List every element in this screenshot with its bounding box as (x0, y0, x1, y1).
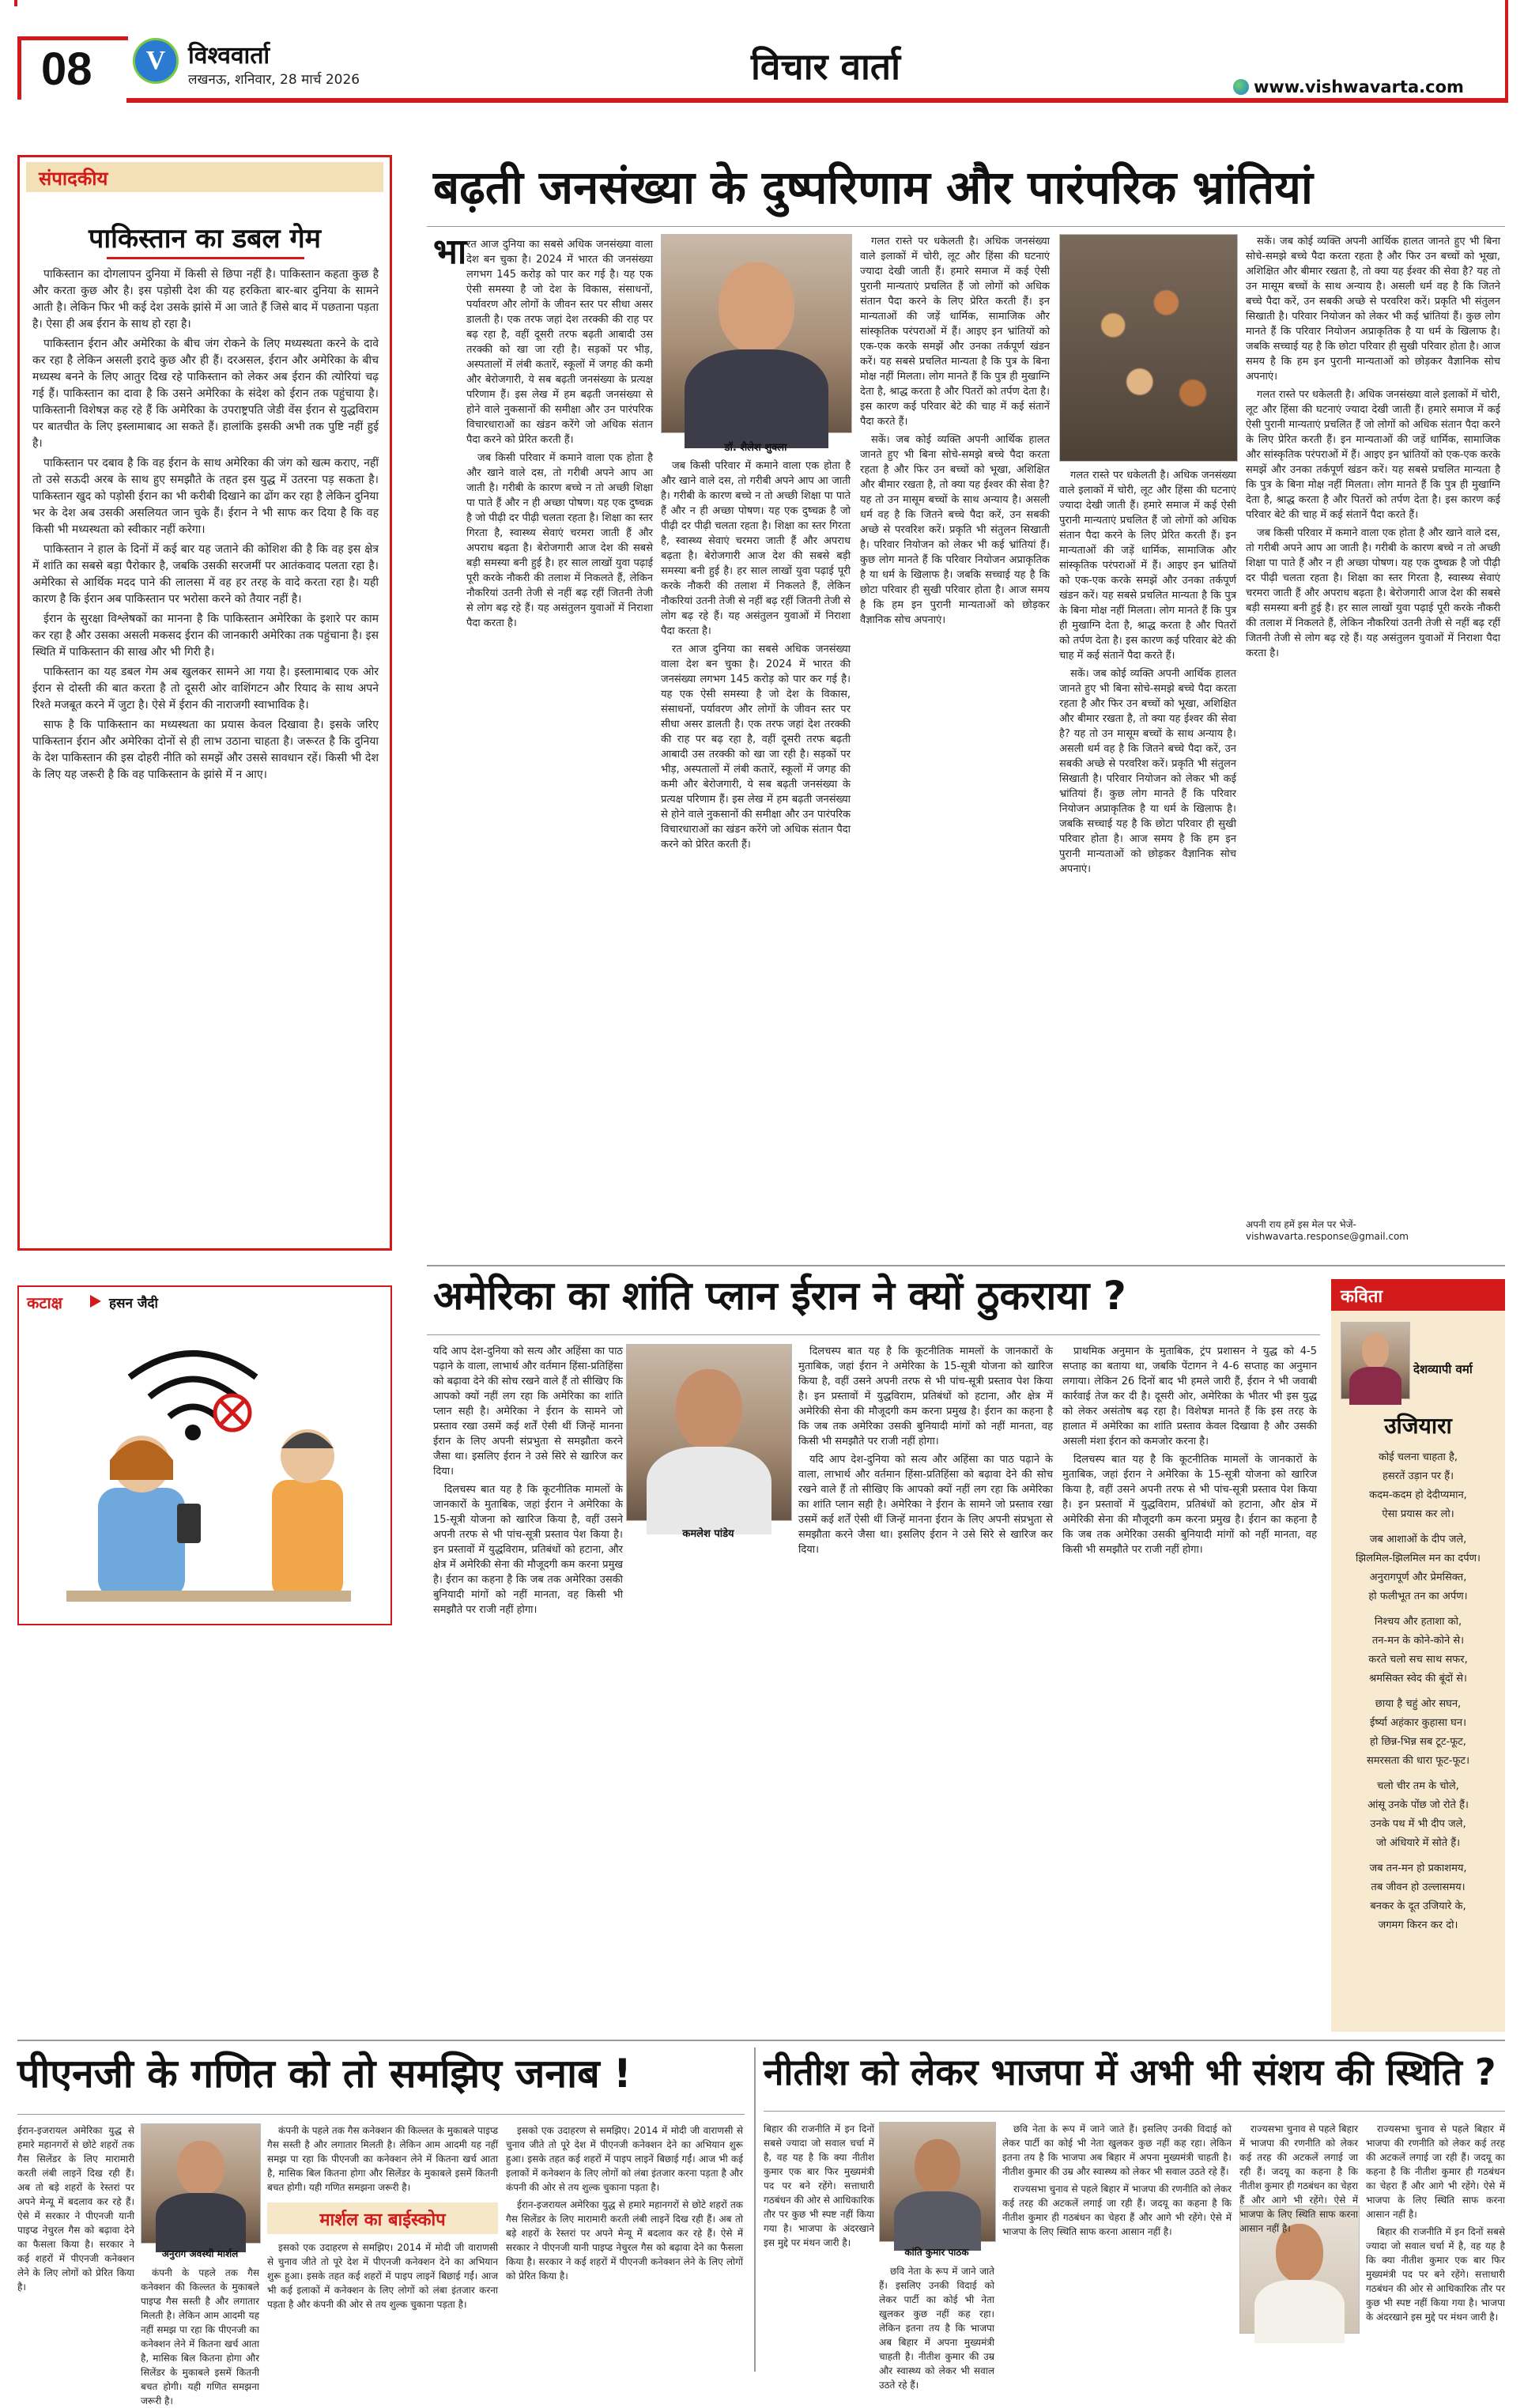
poem-line: आंसू उनके पोंछ जो रोते हैं। (1367, 1799, 1469, 1811)
editorial-title: पाकिस्तान का डबल गेम (89, 223, 321, 255)
nitish-divider (764, 2111, 1505, 2112)
png-paragraph: ईरान-इजरायल अमेरिका युद्ध से हमारे महानगरों से छोटे शहरों तक गैस सिलेंडर के लिए मारामारी करती लंबी लाइनें दिख रही हैं। अब तो बड़े शहरों के रेस्तरां पर अपने मेन्यू में बदलाव कर रहे हैं। ऐसे में सरकार ने पीएनजी यानी पाइप्ड नेचुरल गैस को बढ़ावा देने का फैसला किया है। सरकार ने कई शहरों में पीएनजी कनेक्शन लेने के लिए लोगों को प्रेरित किया है। (506, 2199, 743, 2282)
america-paragraph: दिलचस्प बात यह है कि कूटनीतिक मामलों के जानकारों के मुताबिक, जहां ईरान ने अमेरिका के 15-सूत्री योजना को खारिज किया है, वहीं उसने अपनी तरफ से भी पांच-सूत्री प्रस्ताव पेश किया है। इन प्रस्तावों में युद्धविराम, प्रतिबंधों को हटाना, और क्षेत्र में अमेरिकी सेना की मौजूदगी कम करना प्रमुख है। ईरान का कहना है कि जब तक अमेरिका उसकी बुनियादी मांगों को नहीं मानता, वह किसी भी समझौते पर राजी नहीं होगा। (433, 1484, 623, 1616)
crowd-photo (1059, 234, 1238, 462)
nitish-paragraph: छवि नेता के रूप में जाने जाते हैं। इसलिए उनकी विदाई को लेकर पार्टी का कोई भी नेता खुलकर कुछ नहीं कह रहा। लेकिन इतना तय है कि भाजपा अब बिहार में अपना मुख्यमंत्री चाहती है। नीतीश कुमार की उम्र और स्वास्थ्य को लेकर भी सवाल उठते रहे हैं। (879, 2266, 994, 2391)
nitish-paragraph: बिहार की राजनीति में इन दिनों सबसे ज्यादा जो सवाल चर्चा में है, वह यह है कि क्या नीतीश कुमार एक बार फिर मुख्यमंत्री पद पर बने रहेंगे। सत्ताधारी गठबंधन की ओर से आधिकारिक तौर पर कुछ भी स्पष्ट नहीं किया गया है। भाजपा के अंदरखाने इस मुद्दे पर मंथन जारी है। (1366, 2226, 1505, 2323)
poem-line: बनकर के दूत उजियारे के, (1370, 1900, 1466, 1912)
png-col-2 (267, 2123, 498, 2195)
poem-label: कविता (1341, 1287, 1383, 1307)
cartoon-box (17, 1285, 392, 1625)
poem-line: ईर्ष्या अहंकार कुहासा घन। (1369, 1717, 1467, 1729)
poem-line: हो छिन्न-भिन्न सब टूट-फूट, (1370, 1736, 1466, 1748)
poem-box (1331, 1279, 1505, 2032)
poem-line: अनुरागपूर्ण और प्रेमसिक्त, (1369, 1572, 1467, 1583)
section-divider-2 (17, 2040, 1505, 2041)
header-top-line (14, 0, 1511, 6)
poem-line: तब जीवन हो उल्लासमय। (1371, 1881, 1466, 1893)
author-name-kanti: कांति कुमार पाठक (904, 2247, 969, 2258)
png-paragraph: कंपनी के पहले तक गैस कनेक्शन की किल्लत के मुकाबले पाइप्ड गैस सस्ती है और लगातार मिलती है। लेकिन आम आदमी यह नहीं समझ पा रहा कि पीएनजी का कनेक्शन लेने में कितना खर्च आता है, मासिक बिल कितना होगा और सिलेंडर के मुकाबले इसमें कितनी बचत होगी। यही गणित समझना जरूरी है। (267, 2125, 498, 2193)
wifi-icon (130, 1353, 256, 1440)
lead-col-3b (1059, 468, 1236, 1257)
lead-paragraph: जब किसी परिवार में कमाने वाला एक होता है और खाने वाले दस, तो गरीबी अपने आप आ जाती है। गरीबी के कारण बच्चे न तो अच्छी शिक्षा पा पाते हैं और न ही अच्छा पोषण। यह एक दुष्चक्र है जो पीढ़ी दर पीढ़ी चलता रहता है। शिक्षा का स्तर गिरता है, स्वास्थ्य सेवाएं चरमरा जाती हैं और अपराध बढ़ता है। बेरोजगारी आज देश की सबसे बड़ी समस्या बनी हुई है। हर साल लाखों युवा पढ़ाई पूरी करके नौकरी की तलाश में निकलते हैं, लेकिन नौकरियां उतनी तेजी से नहीं बढ़ रहीं जितनी तेजी से लोग बढ़ रहे हैं। यह असंतुलन युवाओं में निराशा पैदा करता है। (661, 460, 851, 637)
poem-line: जब तन-मन हो प्रकाशमय, (1369, 1863, 1467, 1874)
poem-line: जब आशाओं के दीप जले, (1369, 1534, 1467, 1546)
lead-paragraph: जब किसी परिवार में कमाने वाला एक होता है और खाने वाले दस, तो गरीबी अपने आप आ जाती है। गरीबी के कारण बच्चे न तो अच्छी शिक्षा पा पाते हैं और न ही अच्छा पोषण। यह एक दुष्चक्र है जो पीढ़ी दर पीढ़ी चलता रहता है। शिक्षा का स्तर गिरता है, स्वास्थ्य सेवाएं चरमरा जाती हैं और अपराध बढ़ता है। बेरोजगारी आज देश की सबसे बड़ी समस्या बनी हुई है। हर साल लाखों युवा पढ़ाई पूरी करके नौकरी की तलाश में निकलते हैं, लेकिन नौकरियां उतनी तेजी से नहीं बढ़ रहीं जितनी तेजी से लोग बढ़ रहे हैं। यह असंतुलन युवाओं में निराशा पैदा करता है। (1246, 527, 1500, 659)
section-divider-1 (427, 1265, 1505, 1266)
poem-line: श्रमसिक्त स्वेद की बूंदों से। (1369, 1673, 1467, 1685)
png-paragraph: इसको एक उदाहरण से समझिए। 2014 में मोदी जी वाराणसी से चुनाव जीते तो पूरे देश में पीएनजी कनेक्शन देने का अभियान शुरू हुआ। इसके तहत कई शहरों में पाइप लाइनें बिछाई गईं। आज भी कई इलाकों में कनेक्शन के लिए लोगों को लंबा इंतजार करना पड़ता है और कंपनी की ओर से तय शुल्क चुकाना पड़ता है। (267, 2242, 498, 2310)
marshal-box (267, 2202, 498, 2234)
america-col-3 (1062, 1344, 1317, 2029)
editorial-paragraph: पाकिस्तान का दोगलापन दुनिया में किसी से छिपा नहीं है। पाकिस्तान कहता कुछ है और करता कुछ और है। इस पड़ोसी देश की यह हरकिता बार-बार दुनिया के सामने आती है। लेकिन फिर भी कई देश उसके झांसे में आ जाते हैं जिसे बाद में पछताना पड़ता है। ऐसा ही अब ईरान के साथ हो रहा है। (32, 268, 379, 330)
poem-line: हो फलीभूत तन का अर्पण। (1368, 1591, 1468, 1602)
poem-line: कदम-कदम हो देदीप्यमान, (1369, 1489, 1467, 1501)
cartoon-label: कटाक्ष (27, 1293, 62, 1312)
cartoon-illustration (35, 1322, 375, 1619)
nitish-paragraph: राज्यसभा चुनाव से पहले बिहार में भाजपा की रणनीति को लेकर कई तरह की अटकलें लगाई जा रही हैं। जदयू का कहना है कि नीतीश कुमार ही गठबंधन का चेहरा हैं और आगे भी रहेंगे। ऐसे में भाजपा के लिए स्थिति साफ करना आसान नहीं है। (1366, 2123, 1505, 2220)
lead-paragraph: रत आज दुनिया का सबसे अधिक जनसंख्या वाला देश बन चुका है। 2024 में भारत की जनसंख्या लगभग 145 करोड़ को पार कर गई है। यह एक ऐसी समस्या है जो देश के विकास, संसाधनों, पर्यावरण और लोगों के जीवन स्तर पर सीधा असर डालती है। एक तरफ जहां देश तरक्की की राह पर बढ़ रहा है, वहीं दूसरी तरफ बढ़ती आबादी उस तरक्की को खा जा रही है। सड़कों पर भीड़, अस्पतालों में लंबी कतारें, स्कूलों में जगह की कमी और बेरोजगारी, ये सब बढ़ती जनसंख्या के प्रत्यक्ष परिणाम हैं। इस लेख में हम बढ़ती जनसंख्या से होने वाले नुकसानों की समीक्षा और उन पारंपरिक विचारधाराओं का खंडन करेंगे जो अधिक संतान पैदा करने को प्रेरित करती हैं। (466, 239, 653, 446)
lead-headline: बढ़ती जनसंख्या के दुष्परिणाम और पारंपरिक भ्रांतियां (433, 160, 1313, 214)
png-col-1 (17, 2123, 134, 2368)
poem-line: हसरतें उड़ान पर हैं। (1382, 1470, 1454, 1482)
png-col-3 (506, 2123, 743, 2368)
poem-line: छाया है चहुं ओर सघन, (1375, 1698, 1462, 1710)
logo-icon (133, 38, 179, 84)
lead-paragraph: गलत रास्ते पर धकेलती है। अधिक जनसंख्या वाले इलाकों में चोरी, लूट और हिंसा की घटनाएं ज्यादा देखी जाती हैं। हमारे समाज में कई ऐसी पुरानी मान्यताएं प्रचलित हैं जो लोगों को अधिक संतान पैदा करने के लिए प्रेरित करती हैं। इन मान्यताओं की जड़ें धार्मिक, सामाजिक और सांस्कृतिक परंपराओं में हैं। आइए इन भ्रांतियों को एक-एक करके समझें और उनका तर्कपूर्ण खंडन करें। यह सबसे प्रचलित मान्यता है कि पुत्र के बिना मोक्ष नहीं मिलता। लोग मानते हैं कि पुत्र ही मुखाग्नि देता है, श्राद्ध करता है और पितरों को तर्पण देता है। इस कारण कई परिवार बेटे की चाह में कई संतानें पैदा करते हैं। (1246, 389, 1500, 521)
poet-name: देशव्यापी वर्मा (1413, 1362, 1473, 1376)
nitish-col-2 (1002, 2122, 1232, 2368)
author-photo-shailesh (661, 234, 852, 433)
editorial-paragraph: पाकिस्तान पर दबाव है कि वह ईरान के साथ अमेरिका की जंग को खत्म कराए, नहीं तो उसे सऊदी अरब के साथ हुए समझौते के तहत इस युद्ध में उतरना पड़ सकता है। पाकिस्तान खुद को पड़ोसी ईरान का भी करीबी दिखाने का ढोंग कर रहा है लेकिन दुनिया भर के देश अब उसकी असलियत जान चुके हैं। ईरान ने भी साफ कर दिया है कि वह किसी भी मध्यस्थता को स्वीकार नहीं करेगा। (32, 457, 379, 536)
author-photo-kamlesh (626, 1344, 792, 1521)
dateline: लखनऊ, शनिवार, 28 मार्च 2026 (188, 72, 360, 88)
author-name-anurag: अनुराग अवस्थी मार्शल (161, 2248, 239, 2259)
bottom-col-divider (754, 2048, 756, 2372)
poem-line: तन-मन के कोने-कोने से। (1371, 1635, 1465, 1647)
png-paragraph: कंपनी के पहले तक गैस कनेक्शन की किल्लत के मुकाबले पाइप्ड गैस सस्ती है और लगातार मिलती है। लेकिन आम आदमी यह नहीं समझ पा रहा कि पीएनजी का कनेक्शन लेने में कितना खर्च आता है, मासिक बिल कितना होगा और सिलेंडर के मुकाबले इसमें कितनी बचत होगी। यही गणित समझना जरूरी है। (141, 2267, 259, 2406)
editorial-paragraph: साफ है कि पाकिस्तान का मध्यस्थता का प्रयास केवल दिखावा है। इसके जरिए पाकिस्तान ईरान और अमेरिका दोनों से ही लाभ उठाना चाहता है। जरूरत है कि दुनिया के देश पाकिस्तान की इस दोहरी नीति को समझें और उससे सावधान रहें। किसी भी देश के लिए यह जरूरी है कि वह पाकिस्तान के झांसे में न आए। (32, 719, 379, 781)
logo-letter: V (145, 46, 166, 75)
editorial-body (32, 266, 379, 1242)
png-divider (17, 2114, 745, 2115)
poem-line: समरसता की धारा फूट-फूट। (1366, 1755, 1469, 1767)
header-right-bar (1505, 0, 1508, 101)
poem-line: जगमग किरन कर दो। (1378, 1919, 1458, 1931)
header-red-rule (126, 98, 1508, 103)
editorial-box (17, 155, 392, 1251)
lead-paragraph: सकें। जब कोई व्यक्ति अपनी आर्थिक हालत जानते हुए भी बिना सोचे-समझे बच्चे पैदा करता रहता है और फिर उन बच्चों को भूखा, अशिक्षित और बीमार रखता है, तो क्या यह ईश्वर की सेवा है? यह तो उन मासूम बच्चों के साथ अन्याय है। असली धर्म वह है कि जितने बच्चे पैदा करें, उन सबकी अच्छे से परवरिश करें। प्रकृति भी संतुलन सिखाती है। परिवार नियोजन को लेकर भी कई भ्रांतियां हैं। कुछ लोग मानते हैं कि परिवार नियोजन अप्राकृतिक है या धर्म के खिलाफ है। जबकि सच्चाई यह है कि छोटा परिवार ही सुखी परिवार होता है। आज समय है कि हम इन पुरानी मान्यताओं को छोड़कर वैज्ञानिक सोच अपनाएं। (860, 434, 1050, 626)
png-headline: पीएनजी के गणित को तो समझिए जनाब ! (17, 2051, 632, 2097)
website-link[interactable]: www.vishwavarta.com (1254, 77, 1464, 96)
nitish-col-4 (1366, 2122, 1505, 2368)
globe-icon (1233, 79, 1249, 95)
editorial-paragraph: ईरान के सुरक्षा विश्लेषकों का मानना है कि पाकिस्तान अमेरिका के इशारे पर काम कर रहा है और उसका असली मकसद ईरान की जानकारी अमेरिका तक पहुंचाना है। इस स्थिति में पाकिस्तान की साख और भी गिरी है। (32, 613, 379, 659)
author-name-kamlesh: कमलेश पांडेय (682, 1528, 734, 1540)
poem-line: जो अंधियारे में सोते हैं। (1375, 1837, 1461, 1849)
lead-paragraph: सकें। जब कोई व्यक्ति अपनी आर्थिक हालत जानते हुए भी बिना सोचे-समझे बच्चे पैदा करता रहता है और फिर उन बच्चों को भूखा, अशिक्षित और बीमार रखता है, तो क्या यह ईश्वर की सेवा है? यह तो उन मासूम बच्चों के साथ अन्याय है। असली धर्म वह है कि जितने बच्चे पैदा करें, उन सबकी अच्छे से परवरिश करें। प्रकृति भी संतुलन सिखाती है। परिवार नियोजन को लेकर भी कई भ्रांतियां हैं। कुछ लोग मानते हैं कि परिवार नियोजन अप्राकृतिक है या धर्म के खिलाफ है। जबकि सच्चाई यह है कि छोटा परिवार ही सुखी परिवार होता है। आज समय है कि हम इन पुरानी मान्यताओं को छोड़कर वैज्ञानिक सोच अपनाएं। (1246, 236, 1500, 383)
lead-divider (427, 226, 1505, 227)
america-col-2 (798, 1344, 1053, 2029)
author-photo-anurag (141, 2123, 261, 2244)
nitish-col-1 (764, 2122, 874, 2368)
lead-dropcap: भा (433, 232, 467, 272)
poem-lines (1336, 1448, 1500, 1935)
poem-line: करते चलो सच साथ सफर, (1368, 1654, 1468, 1666)
nitish-col-1b (879, 2264, 994, 2391)
page-number: 08 (41, 43, 92, 95)
lead-paragraph: सकें। जब कोई व्यक्ति अपनी आर्थिक हालत जानते हुए भी बिना सोचे-समझे बच्चे पैदा करता रहता है और फिर उन बच्चों को भूखा, अशिक्षित और बीमार रखता है, तो क्या यह ईश्वर की सेवा है? यह तो उन मासूम बच्चों के साथ अन्याय है। असली धर्म वह है कि जितने बच्चे पैदा करें, उन सबकी अच्छे से परवरिश करें। प्रकृति भी संतुलन सिखाती है। परिवार नियोजन को लेकर भी कई भ्रांतियां हैं। कुछ लोग मानते हैं कि परिवार नियोजन अप्राकृतिक है या धर्म के खिलाफ है। जबकि सच्चाई यह है कि छोटा परिवार ही सुखी परिवार होता है। आज समय है कि हम इन पुरानी मान्यताओं को छोड़कर वैज्ञानिक सोच अपनाएं। (1059, 668, 1236, 875)
lead-col-4 (1246, 234, 1500, 1203)
lead-paragraph: रत आज दुनिया का सबसे अधिक जनसंख्या वाला देश बन चुका है। 2024 में भारत की जनसंख्या लगभग 145 करोड़ को पार कर गई है। यह एक ऐसी समस्या है जो देश के विकास, संसाधनों, पर्यावरण और लोगों के जीवन स्तर पर सीधा असर डालती है। एक तरफ जहां देश तरक्की की राह पर बढ़ रहा है, वहीं दूसरी तरफ बढ़ती आबादी उस तरक्की को खा जा रही है। सड़कों पर भीड़, अस्पतालों में लंबी कतारें, स्कूलों में जगह की कमी और बेरोजगारी, ये सब बढ़ती जनसंख्या के प्रत्यक्ष परिणाम हैं। इस लेख में हम बढ़ती जनसंख्या से होने वाले नुकसानों की समीक्षा और उन पारंपरिक विचारधाराओं का खंडन करेंगे जो अधिक संतान पैदा करने को प्रेरित करती हैं। (661, 644, 851, 851)
nitish-col-3 (1239, 2122, 1358, 2234)
poem-line: निश्चय और हताशा को, (1374, 1616, 1462, 1628)
paper-name: विश्ववार्ता (188, 42, 270, 70)
nitish-paragraph: बिहार की राजनीति में इन दिनों सबसे ज्यादा जो सवाल चर्चा में है, वह यह है कि क्या नीतीश कुमार एक बार फिर मुख्यमंत्री पद पर बने रहेंगे। सत्ताधारी गठबंधन की ओर से आधिकारिक तौर पर कुछ भी स्पष्ट नहीं किया गया है। भाजपा के अंदरखाने इस मुद्दे पर मंथन जारी है। (764, 2123, 874, 2248)
lead-col-2 (661, 459, 851, 1257)
editorial-paragraph: पाकिस्तान का यह डबल गेम अब खुलकर सामने आ गया है। इस्लामाबाद एक ओर ईरान से दोस्ती की बात करता है तो दूसरी ओर वाशिंगटन और रियाद के साथ अपने रिश्ते मजबूत करने में जुटा है। ऐसे में ईरान की नाराजगी स्वाभाविक है। (32, 666, 379, 711)
author-name-shailesh: डॉ. शैलेश शुक्ला (724, 442, 787, 454)
editorial-paragraph: पाकिस्तान ने हाल के दिनों में कई बार यह जताने की कोशिश की है कि वह इस क्षेत्र में शांति का सबसे बड़ा पैरोकार है, जबकि उसकी सरजमीं पर आतंकवाद पलता रहा है। अमेरिका से आर्थिक मदद पाने की लालसा में वह हर तरह के वादे करता रहा है। यही कारण है कि ईरान अब पाकिस्तान पर भरोसा करने को तैयार नहीं है। (32, 543, 379, 606)
png-col-1b (141, 2266, 259, 2406)
nitish-headline: नीतीश को लेकर भाजपा में अभी भी संशय की स्थिति ? (764, 2051, 1496, 2093)
cartoon-woman (98, 1436, 201, 1598)
nitish-paragraph: छवि नेता के रूप में जाने जाते हैं। इसलिए उनकी विदाई को लेकर पार्टी का कोई भी नेता खुलकर कुछ नहीं कह रहा। लेकिन इतना तय है कि भाजपा अब बिहार में अपना मुख्यमंत्री चाहती है। नीतीश कुमार की उम्र और स्वास्थ्य को लेकर भी सवाल उठते रहे हैं। (1002, 2123, 1232, 2177)
lead-paragraph: गलत रास्ते पर धकेलती है। अधिक जनसंख्या वाले इलाकों में चोरी, लूट और हिंसा की घटनाएं ज्यादा देखी जाती हैं। हमारे समाज में कई ऐसी पुरानी मान्यताएं प्रचलित हैं जो लोगों को अधिक संतान पैदा करने के लिए प्रेरित करती हैं। इन मान्यताओं की जड़ें धार्मिक, सामाजिक और सांस्कृतिक परंपराओं में हैं। आइए इन भ्रांतियों को एक-एक करके समझें और उनका तर्कपूर्ण खंडन करें। यह सबसे प्रचलित मान्यता है कि पुत्र के बिना मोक्ष नहीं मिलता। लोग मानते हैं कि पुत्र ही मुखाग्नि देता है, श्राद्ध करता है और पितरों को तर्पण देता है। इस कारण कई परिवार बेटे की चाह में कई संतानें पैदा करते हैं। (860, 236, 1050, 428)
poem-line: चलो चीर तम के चोले, (1377, 1780, 1459, 1792)
poem-line: झिलमिल-झिलमिल मन का दर्पण। (1356, 1553, 1481, 1564)
lead-col-3 (860, 234, 1050, 716)
america-col-1 (433, 1344, 623, 2029)
nitish-paragraph: राज्यसभा चुनाव से पहले बिहार में भाजपा की रणनीति को लेकर कई तरह की अटकलें लगाई जा रही हैं। जदयू का कहना है कि नीतीश कुमार ही गठबंधन का चेहरा हैं और आगे भी रहेंगे। ऐसे में भाजपा के लिए स्थिति साफ करना आसान नहीं है। (1239, 2123, 1358, 2234)
lead-paragraph: जब किसी परिवार में कमाने वाला एक होता है और खाने वाले दस, तो गरीबी अपने आप आ जाती है। गरीबी के कारण बच्चे न तो अच्छी शिक्षा पा पाते हैं और न ही अच्छा पोषण। यह एक दुष्चक्र है जो पीढ़ी दर पीढ़ी चलता रहता है। शिक्षा का स्तर गिरता है, स्वास्थ्य सेवाएं चरमरा जाती हैं और अपराध बढ़ता है। बेरोजगारी आज देश की सबसे बड़ी समस्या बनी हुई है। हर साल लाखों युवा पढ़ाई पूरी करके नौकरी की तलाश में निकलते हैं, लेकिन नौकरियां उतनी तेजी से नहीं बढ़ रहीं जितनी तेजी से लोग बढ़ रहे हैं। यह असंतुलन युवाओं में निराशा पैदा करता है। (466, 452, 653, 629)
cartoon-arrow-icon (90, 1295, 101, 1308)
nitish-paragraph: राज्यसभा चुनाव से पहले बिहार में भाजपा की रणनीति को लेकर कई तरह की अटकलें लगाई जा रही हैं। जदयू का कहना है कि नीतीश कुमार ही गठबंधन का चेहरा हैं और आगे भी रहेंगे। ऐसे में भाजपा के लिए स्थिति साफ करना आसान नहीं है। (1002, 2183, 1232, 2237)
lead-paragraph: गलत रास्ते पर धकेलती है। अधिक जनसंख्या वाले इलाकों में चोरी, लूट और हिंसा की घटनाएं ज्यादा देखी जाती हैं। हमारे समाज में कई ऐसी पुरानी मान्यताएं प्रचलित हैं जो लोगों को अधिक संतान पैदा करने के लिए प्रेरित करती हैं। इन मान्यताओं की जड़ें धार्मिक, सामाजिक और सांस्कृतिक परंपराओं में हैं। आइए इन भ्रांतियों को एक-एक करके समझें और उनका तर्कपूर्ण खंडन करें। यह सबसे प्रचलित मान्यता है कि पुत्र के बिना मोक्ष नहीं मिलता। लोग मानते हैं कि पुत्र ही मुखाग्नि देता है, श्राद्ध करता है और पितरों को तर्पण देता है। इस कारण कई परिवार बेटे की चाह में कई संतानें पैदा करते हैं। (1059, 470, 1236, 662)
poet-photo (1341, 1322, 1410, 1399)
america-paragraph: दिलचस्प बात यह है कि कूटनीतिक मामलों के जानकारों के मुताबिक, जहां ईरान ने अमेरिका के 15-सूत्री योजना को खारिज किया है, वहीं उसने अपनी तरफ से भी पांच-सूत्री प्रस्ताव पेश किया है। इन प्रस्तावों में युद्धविराम, प्रतिबंधों को हटाना, और क्षेत्र में अमेरिकी सेना की मौजूदगी कम करना प्रमुख है। ईरान का कहना है कि जब तक अमेरिका उसकी बुनियादी मांगों को नहीं मानता, वह किसी भी समझौते पर राजी नहीं होगा। (1062, 1454, 1317, 1556)
america-paragraph: दिलचस्प बात यह है कि कूटनीतिक मामलों के जानकारों के मुताबिक, जहां ईरान ने अमेरिका के 15-सूत्री योजना को खारिज किया है, वहीं उसने अपनी तरफ से भी पांच-सूत्री प्रस्ताव पेश किया है। इन प्रस्तावों में युद्धविराम, प्रतिबंधों को हटाना, और क्षेत्र में अमेरिकी सेना की मौजूदगी कम करना प्रमुख है। ईरान का कहना है कि जब तक अमेरिका उसकी बुनियादी मांगों को नहीं मानता, वह किसी भी समझौते पर राजी नहीं होगा। (798, 1346, 1053, 1447)
america-divider (427, 1334, 1320, 1335)
america-paragraph: प्राथमिक अनुमान के मुताबिक, ट्रंप प्रशासन ने युद्ध को 4-5 सप्ताह का बताया था, जबकि पेंटागन ने 4-6 सप्ताह का अनुमान लगाया। लेकिन 26 दिनों बाद भी हमले जारी हैं, ईरान ने भी जवाबी कार्रवाई तेज कर दी है। दूसरी ओर, अमेरिका के भीतर भी इस युद्ध को लेकर असंतोष बढ़ रहा है। विशेषज्ञ मानते हैं कि इस तरह के हालात में अमेरिका का शांति प्रस्ताव केवल दिखावा है और उसकी असली मंशा ईरान को कमजोर करना है। (1062, 1346, 1317, 1447)
poem-line: कोई चलना चाहता है, (1378, 1451, 1458, 1463)
marshal-box-title: मार्शल का बाईस्कोप (319, 2210, 446, 2230)
png-paragraph: इसको एक उदाहरण से समझिए। 2014 में मोदी जी वाराणसी से चुनाव जीते तो पूरे देश में पीएनजी कनेक्शन देने का अभियान शुरू हुआ। इसके तहत कई शहरों में पाइप लाइनें बिछाई गईं। आज भी कई इलाकों में कनेक्शन के लिए लोगों को लंबा इंतजार करना पड़ता है और कंपनी की ओर से तय शुल्क चुकाना पड़ता है। (506, 2125, 743, 2193)
poem-line: ऐसा प्रयास कर लो। (1382, 1508, 1454, 1520)
cartoon-man (272, 1429, 343, 1598)
america-paragraph: यदि आप देश-दुनिया को सत्य और अहिंसा का पाठ पढ़ाने के वाला, लाभार्थ और वर्तमान हिंसा-प्रतिहिंसा को बढ़ावा देने की सोच रखने वाले हैं तो सीखिए कि आपको क्यों नहीं लग रहा कि अमेरिका का शांति प्लान सही है। अमेरिका ने ईरान के सामने जो प्रस्ताव रखा उसमें कई शर्तें ऐसी थीं जिन्हें मानना ईरान के लिए अपनी संप्रभुता से समझौता करने जैसा था। इसलिए ईरान ने उसे सिरे से खारिज कर दिया। (798, 1454, 1053, 1556)
cartoon-artist: हसन जैदी (109, 1296, 158, 1312)
editorial-label: संपादकीय (39, 168, 108, 190)
section-title: विचार वार्ता (751, 45, 901, 88)
page-header (0, 0, 1524, 96)
america-paragraph: यदि आप देश-दुनिया को सत्य और अहिंसा का पाठ पढ़ाने के वाला, लाभार्थ और वर्तमान हिंसा-प्रतिहिंसा को बढ़ावा देने की सोच रखने वाले हैं तो सीखिए कि आपको क्यों नहीं लग रहा कि अमेरिका का शांति प्लान सही है। अमेरिका ने ईरान के सामने जो प्रस्ताव रखा उसमें कई शर्तें ऐसी थीं जिन्हें मानना ईरान के लिए अपनी संप्रभुता से समझौता करने जैसा था। इसलिए ईरान ने उसे सिरे से खारिज कर दिया। (433, 1346, 623, 1478)
america-headline: अमेरिका का शांति प्लान ईरान ने क्यों ठुकराया ? (433, 1273, 1126, 1319)
png-col-2b (267, 2240, 498, 2368)
lead-col-1 (466, 237, 653, 1257)
editorial-title-underline (107, 257, 304, 259)
editorial-paragraph: पाकिस्तान ईरान और अमेरिका के बीच जंग रोकने के लिए मध्यस्थता करने के दावे कर रहा है लेकिन असली इरादे कुछ और ही हैं। दरअसल, ईरान और अमेरिका के बीच मध्यस्थ बनने के लिए आतुर दिख रहे पाकिस्तान को लेकर अब ईरान की त्योरियां चढ़ गई हैं। पाकिस्तान का दावा है कि उसने अमेरिका के संदेश को ईरान तक पहुंचाया है। पाकिस्तानी विशेषज्ञ कह रहे हैं कि अमेरिका के उपराष्ट्रपति जेडी वेंस ईरान से युद्धविराम पर बातचीत के लिए इस्लामाबाद आ सकते हैं। हालांकि इसकी अभी तक पुष्टि नहीं हुई है। (32, 338, 379, 450)
author-photo-kanti (879, 2122, 996, 2242)
lead-footer-note: अपनी राय हमें इस मेल पर भेजें- vishwavarta.response@gmail.com (1246, 1219, 1409, 1242)
poem-title: उजियारा (1384, 1413, 1452, 1439)
poem-line: उनके पथ में भी दीप जले, (1370, 1818, 1466, 1830)
png-paragraph: ईरान-इजरायल अमेरिका युद्ध से हमारे महानगरों से छोटे शहरों तक गैस सिलेंडर के लिए मारामारी करती लंबी लाइनें दिख रही हैं। अब तो बड़े शहरों के रेस्तरां पर अपने मेन्यू में बदलाव कर रहे हैं। ऐसे में सरकार ने पीएनजी यानी पाइप्ड नेचुरल गैस को बढ़ावा देने का फैसला किया है। सरकार ने कई शहरों में पीएनजी कनेक्शन लेने के लिए लोगों को प्रेरित किया है। (17, 2125, 134, 2293)
